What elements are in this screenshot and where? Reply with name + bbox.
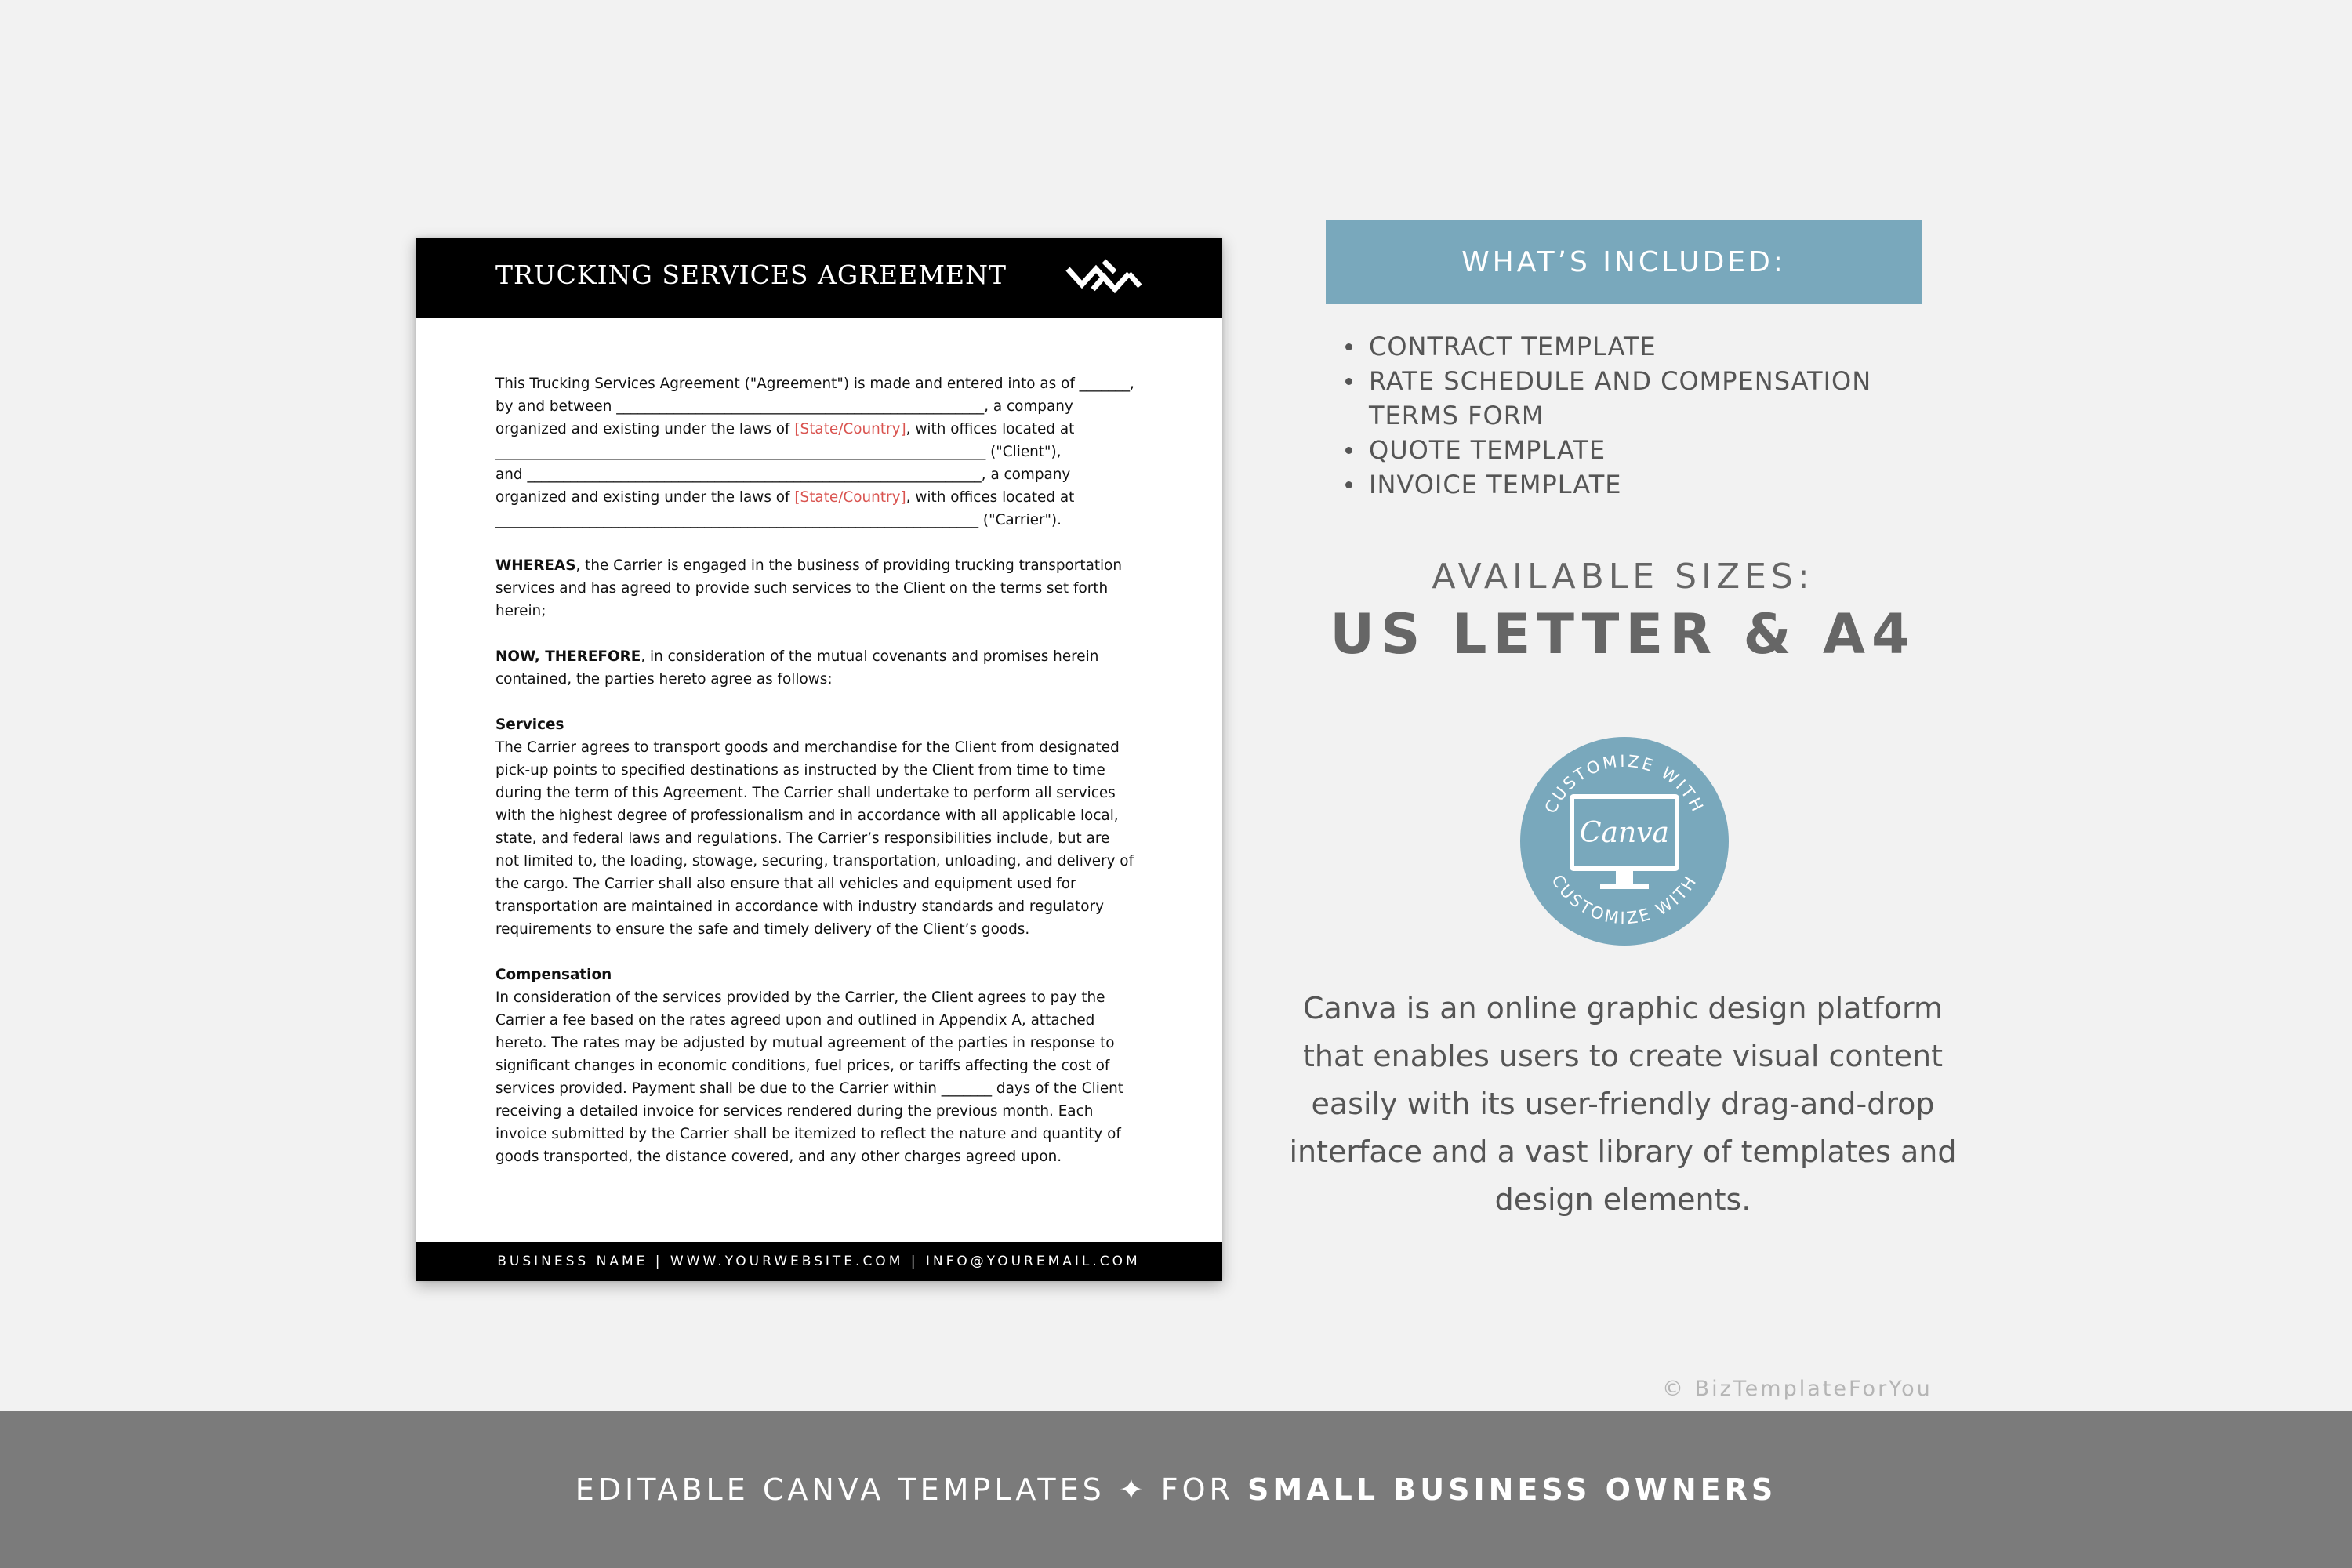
document-header [416,238,1222,318]
compensation-section [495,964,1146,1168]
services-line: The Carrier agrees to transport goods and merchandise for the Client from designated [495,739,1120,756]
compensation-line: hereto. The rates may be adjusted by mutual agreement of the parties in response to [495,1035,1115,1051]
compensation-line: significant changes in economic conditions, fuel prices, or tariffs affecting the cost of [495,1058,1110,1074]
services-line: during the term of this Agreement. The Carrier shall undertake to perform all services [495,785,1116,801]
intro-line: ____________________________________________________________________ ("Client"), [495,444,1062,460]
w-chevron-logo-icon [1065,258,1143,299]
intro-text: organized and existing under the laws of [495,489,795,506]
services-section [495,713,1146,941]
badge-bottom-text: CUSTOMIZE WITH [1548,871,1701,928]
intro-text: , with offices located at [906,421,1075,437]
whereas-paragraph [495,554,1146,622]
whats-included-banner: WHAT’S INCLUDED: [1326,220,1922,304]
intro-line: This Trucking Services Agreement ("Agreement") is made and entered into as of _______, [495,376,1134,392]
bottom-banner-emphasis: SMALL BUSINESS OWNERS [1247,1472,1777,1507]
now-therefore-line [495,645,1146,668]
intro-text: organized and existing under the laws of [495,421,795,437]
whereas-line: herein; [495,603,546,619]
bottom-banner-text: EDITABLE CANVA TEMPLATES ✦ FOR [575,1472,1248,1507]
document-footer: BUSINESS NAME | WWW.YOURWEBSITE.COM | INFO@YOUREMAIL.COM [416,1242,1222,1281]
canva-brand-text: Canva [1580,817,1669,849]
services-line: the cargo. The Carrier shall also ensure that all vehicles and equipment used for [495,876,1076,892]
intro-line [495,418,1146,441]
state-country-placeholder: [State/Country] [794,421,906,437]
whereas-line [495,554,1146,577]
intro-paragraph [495,372,1146,532]
intro-line: and _______________________________________________________________, a company [495,466,1071,483]
list-item: INVOICE TEMPLATE [1369,467,1965,502]
document-title: TRUCKING SERVICES AGREEMENT [495,260,1007,290]
whereas-text: , the Carrier is engaged in the business of providing trucking transportation [575,557,1123,574]
list-item: QUOTE TEMPLATE [1369,433,1965,467]
now-therefore-keyword: NOW, THEREFORE [495,648,641,665]
compensation-line: invoice submitted by the Carrier shall be itemized to reflect the nature and quantity of [495,1126,1121,1142]
compensation-line: services provided. Payment shall be due to the Carrier within _______ days of the Client [495,1080,1123,1097]
state-country-placeholder: [State/Country] [794,489,906,506]
document-body [495,372,1146,1191]
compensation-heading: Compensation [495,967,612,983]
services-line: requirements to ensure the safe and timely delivery of the Client’s goods. [495,921,1030,938]
whereas-keyword: WHEREAS [495,557,576,574]
compensation-line: In consideration of the services provided by the Carrier, the Client agrees to pay the [495,989,1105,1006]
available-sizes-value: US LETTER & A4 [1330,602,1916,666]
now-therefore-paragraph [495,645,1146,691]
compensation-line: goods transported, the distance covered, and any other charges agreed upon. [495,1149,1062,1165]
included-list [1325,329,1965,502]
bottom-banner [0,1411,2352,1568]
customize-with-canva-badge [1519,735,1730,947]
intro-line: ___________________________________________________________________ ("Carrier"). [495,512,1062,528]
copyright-text: © BizTemplateForYou [1662,1377,1933,1401]
list-item: CONTRACT TEMPLATE [1369,329,1965,364]
services-line: with the highest degree of professionalism and in accordance with all applicable local, [495,808,1119,824]
document-preview [416,238,1222,1281]
now-therefore-text: , in consideration of the mutual covenants and promises herein [641,648,1099,665]
compensation-line: Carrier a fee based on the rates agreed upon and outlined in Appendix A, attached [495,1012,1095,1029]
intro-text: , with offices located at [906,489,1075,506]
compensation-line: receiving a detailed invoice for services rendered during the previous month. Each [495,1103,1094,1120]
services-line: transportation are maintained in accordance with industry standards and regulatory [495,898,1104,915]
whereas-line: services and has agreed to provide such services to the Client on the terms set forth [495,580,1109,597]
services-line: state, and federal laws and regulations. The Carrier’s responsibilities include, but are [495,830,1110,847]
badge-top-text: CUSTOMIZE WITH [1541,751,1708,817]
services-line: pick-up points to specified destinations as instructed by the Client from time to time [495,762,1105,779]
services-line: not limited to, the loading, stowage, securing, transportation, unloading, and delivery of [495,853,1134,869]
services-heading: Services [495,717,564,733]
intro-line [495,486,1146,509]
canva-description: Canva is an online graphic design platform that enables users to create visual content easily with its user-friendly drag-and-drop interface and a vast library of templates and design elements. [1289,991,1957,1217]
now-therefore-line: contained, the parties hereto agree as follows: [495,671,833,688]
available-sizes-label: AVAILABLE SIZES: [1432,557,1814,597]
intro-line: by and between ___________________________________________________, a company [495,398,1073,415]
list-item: RATE SCHEDULE AND COMPENSATION TERMS FORM [1369,364,1965,433]
